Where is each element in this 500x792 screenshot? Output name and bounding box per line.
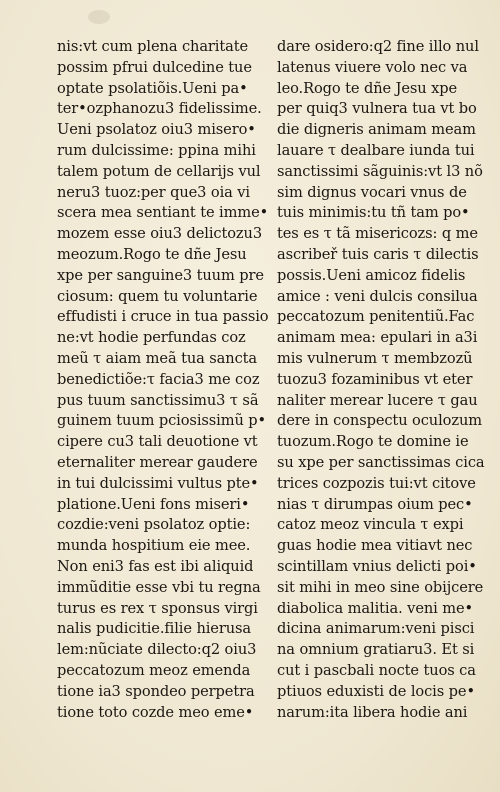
text-line: nis:vt cum plena charitate bbox=[57, 38, 249, 55]
text-line: mozem esse oiu3 delictozu3 bbox=[57, 225, 263, 243]
text-line: talem potum de cellarijs vul bbox=[57, 162, 261, 180]
text-line: lem:nũciate dilecto:q2 oiu3 bbox=[57, 641, 257, 659]
text-line: eternaliter merear gaudere bbox=[57, 453, 258, 471]
text-line: trices cozpozis tui:vt citove bbox=[277, 474, 476, 492]
text-line: nias τ dirumpas oium pec• bbox=[277, 495, 473, 513]
text-line: tione toto cozde meo eme• bbox=[57, 703, 254, 721]
text-line: na omnium gratiaru3. Et si bbox=[277, 641, 475, 659]
text-line: animam mea: epulari in a3i bbox=[277, 329, 478, 347]
text-line: ter•ozphanozu3 fidelissime. bbox=[57, 100, 262, 118]
text-line: naliter merear lucere τ gau bbox=[277, 391, 478, 409]
text-column-right bbox=[277, 37, 489, 723]
text-column-left bbox=[57, 37, 272, 723]
text-line: leo.Rogo te dñe Jesu xpe bbox=[277, 79, 457, 97]
text-line: meũ τ aiam meã tua sancta bbox=[57, 349, 258, 367]
text-line: dicina animarum:veni pisci bbox=[277, 620, 475, 638]
text-line: rum dulcissime: ppina mihi bbox=[57, 141, 256, 159]
text-line: pus tuum sanctissimu3 τ sã bbox=[57, 391, 259, 409]
text-line: diabolica malitia. veni me• bbox=[277, 599, 474, 617]
text-line: cozdie:veni psolatoz optie: bbox=[57, 516, 251, 534]
text-line: immũditie esse vbi tu regna bbox=[57, 578, 261, 596]
text-line: tuozu3 fozaminibus vt eter bbox=[277, 370, 473, 388]
text-line: sanctissimi sãguinis:vt l3 nõ bbox=[277, 162, 483, 180]
text-line: ascribeř tuis caris τ dilectis bbox=[277, 245, 479, 263]
text-line: ciosum: quem tu voluntarie bbox=[57, 287, 258, 305]
text-line: cut i pascbali nocte tuos ca bbox=[277, 661, 476, 679]
text-line: in tui dulcissimi vultus pte• bbox=[57, 474, 259, 492]
text-line: narum:ita libera hodie ani bbox=[277, 703, 468, 721]
text-line: tuis minimis:tu tñ tam po• bbox=[277, 204, 470, 222]
text-line: peccatozum penitentiũ.Fac bbox=[277, 308, 475, 326]
text-line: possim pfrui dulcedine tue bbox=[57, 58, 252, 76]
text-line: lauare τ dealbare iunda tui bbox=[277, 141, 475, 159]
text-line: guas hodie mea vitiavt nec bbox=[277, 537, 473, 555]
text-line: latenus viuere volo nec va bbox=[277, 58, 468, 76]
text-line: platione.Ueni fons miseri• bbox=[57, 495, 250, 513]
text-line: peccatozum meoz emenda bbox=[57, 661, 251, 679]
text-line: neru3 tuoz:per que3 oia vi bbox=[57, 183, 250, 201]
text-line: dere in conspectu oculozum bbox=[277, 412, 482, 430]
text-line: tione ia3 spondeo perpetra bbox=[57, 682, 255, 700]
text-line: munda hospitium eie mee. bbox=[57, 537, 251, 555]
text-line: tuozum.Rogo te domine ie bbox=[277, 433, 469, 451]
text-line: optate psolatiõis.Ueni pa• bbox=[57, 79, 248, 97]
text-line: nalis pudicitie.filie hierusa bbox=[57, 620, 252, 638]
text-line: sim dignus vocari vnus de bbox=[277, 183, 467, 201]
text-line: Ueni psolatoz oiu3 misero• bbox=[57, 121, 256, 139]
text-line: ptiuos eduxisti de locis pe• bbox=[277, 682, 475, 700]
text-line: cipere cu3 tali deuotione vt bbox=[57, 433, 258, 451]
text-line: Non eni3 fas est ibi aliquid bbox=[57, 557, 254, 575]
text-line: dare osidero:q2 fine illo nul bbox=[277, 38, 479, 55]
text-line: benedictiõe:τ facia3 me coz bbox=[57, 370, 260, 388]
text-line: catoz meoz vincula τ expi bbox=[277, 516, 464, 534]
text-line: sit mihi in meo sine obijcere bbox=[277, 578, 484, 596]
text-line: tes es τ tã misericozs: q me bbox=[277, 225, 478, 243]
page-smudge bbox=[88, 10, 110, 24]
text-line: scera mea sentiant te imme• bbox=[57, 204, 269, 222]
text-line: su xpe per sanctissimas cica bbox=[277, 453, 485, 471]
text-line: xpe per sanguine3 tuum pre bbox=[57, 266, 264, 284]
text-line: guinem tuum pciosissimũ p• bbox=[57, 412, 267, 430]
text-line: mis vulnerum τ membzozũ bbox=[277, 349, 473, 367]
text-line: turus es rex τ sponsus virgi bbox=[57, 599, 258, 617]
text-line: amice : veni dulcis consilua bbox=[277, 287, 478, 305]
text-line: effudisti i cruce in tua passio bbox=[57, 308, 269, 326]
text-line: ne:vt hodie perfundas coz bbox=[57, 329, 246, 347]
text-line: meozum.Rogo te dñe Jesu bbox=[57, 245, 247, 263]
text-line: scintillam vnius delicti poi• bbox=[277, 557, 477, 575]
text-line: per quiq3 vulnera tua vt bo bbox=[277, 100, 477, 118]
text-line: die digneris animam meam bbox=[277, 121, 476, 139]
text-line: possis.Ueni amicoz fidelis bbox=[277, 266, 466, 284]
